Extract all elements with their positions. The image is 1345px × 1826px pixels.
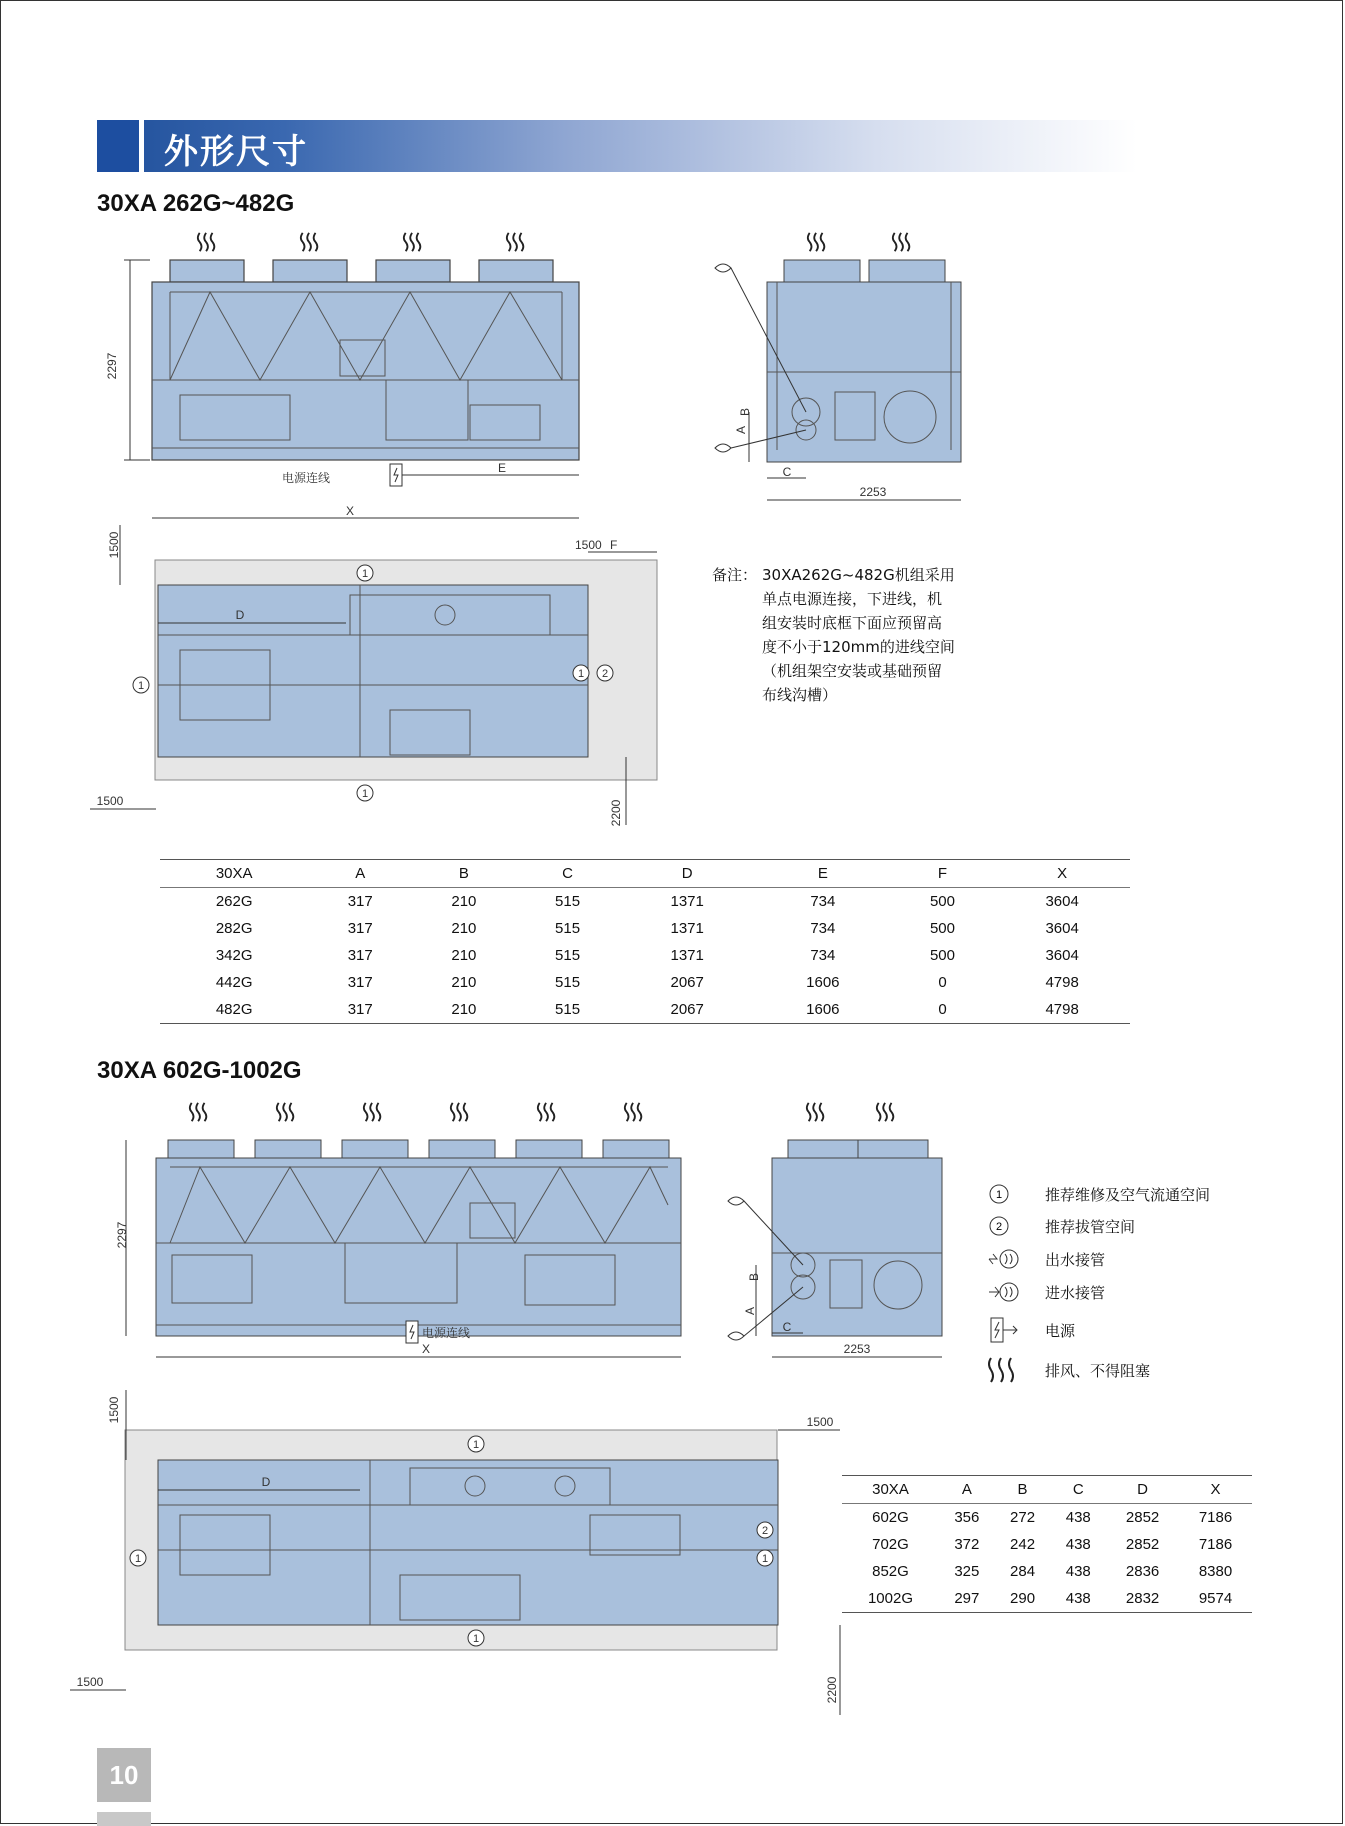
table-header: B xyxy=(995,1476,1051,1504)
b-dim: B xyxy=(738,407,752,416)
exhaust-icon xyxy=(985,1356,1029,1384)
circle-1-icon xyxy=(985,1180,1029,1208)
a-dim: A xyxy=(734,425,748,434)
unit-plan xyxy=(158,1460,778,1625)
page-title: 外形尺寸 xyxy=(164,132,308,172)
svg-text:2: 2 xyxy=(601,668,609,680)
bottom-clearance-dim: 2200 xyxy=(609,799,623,827)
svg-text:1: 1 xyxy=(134,1553,142,1565)
power-label: 电源连线 xyxy=(422,1326,471,1340)
table-row: 702G 372 242 438 2852 7186 xyxy=(872,1536,1233,1553)
note-label: 备注： xyxy=(712,566,758,584)
exhaust-icon xyxy=(190,1103,641,1121)
note-line: 度不小于120mm的进线空间 xyxy=(762,638,955,656)
note-line: 30XA262G~482G机组采用 xyxy=(762,566,955,584)
table-header: C xyxy=(516,860,620,888)
legend-item xyxy=(985,1278,1285,1306)
note-line: 单点电源连接，下进线，机 xyxy=(762,590,943,608)
legend-label: 电源 xyxy=(1045,1322,1076,1340)
table-header: F xyxy=(891,860,995,888)
left-clearance-dim: 1500 xyxy=(96,794,124,808)
legend-label: 进水接管 xyxy=(1045,1284,1106,1302)
svg-text:1: 1 xyxy=(995,1189,1003,1201)
table-row: 482G 317 210 515 2067 1606 0 4798 xyxy=(160,996,1130,1024)
water-inlet-icon xyxy=(985,1278,1029,1306)
header-separator xyxy=(139,120,144,172)
exhaust-icon xyxy=(807,1103,894,1121)
power-icon xyxy=(985,1316,1029,1344)
table-header: X xyxy=(1179,1476,1252,1504)
section-1-plan-view xyxy=(90,525,650,845)
table-row: 282G 317 210 515 1371 734 500 3604 xyxy=(215,920,1079,937)
section-1-front-view xyxy=(105,220,590,530)
legend-label: 排风、不得阻塞 xyxy=(1045,1362,1151,1380)
table-header: X xyxy=(994,860,1130,888)
svg-text:1: 1 xyxy=(472,1439,480,1451)
table-header: E xyxy=(755,860,891,888)
depth-dim: 2253 xyxy=(859,485,887,499)
legend-label: 推荐拔管空间 xyxy=(1045,1218,1136,1236)
table-header: B xyxy=(412,860,516,888)
circle-2-icon xyxy=(985,1212,1029,1240)
table-row: 262G 317 210 515 1371 734 500 3604 xyxy=(215,893,1079,910)
table-row: 602G 356 272 438 2852 7186 xyxy=(872,1509,1233,1526)
svg-text:2: 2 xyxy=(995,1221,1003,1233)
section-2-side-view xyxy=(720,1095,950,1365)
svg-text:1: 1 xyxy=(472,1633,480,1645)
x-dim: X xyxy=(345,504,355,518)
table-header: D xyxy=(1106,1476,1179,1504)
section-2-title: 30XA 602G-1002G xyxy=(97,1057,302,1084)
b-dim: B xyxy=(747,1272,761,1281)
legend-item xyxy=(985,1212,1285,1240)
svg-text:1: 1 xyxy=(361,568,369,580)
legend-label: 推荐维修及空气流通空间 xyxy=(1045,1186,1211,1204)
section-2-dimension-table xyxy=(842,1475,1252,1613)
table-header: A xyxy=(308,860,412,888)
unit-body xyxy=(152,260,579,460)
d-dim: D xyxy=(235,608,245,622)
f-dim: F xyxy=(610,538,618,552)
right-clearance-dim: 1500 xyxy=(806,1415,834,1429)
header-accent-block xyxy=(97,120,139,172)
table-header-row xyxy=(160,860,1130,888)
table-row: 852G 325 284 438 2836 8380 xyxy=(872,1563,1233,1580)
svg-text:1: 1 xyxy=(761,1553,769,1565)
right-clearance-dim: 1500 xyxy=(575,538,602,552)
c-dim: C xyxy=(782,1320,792,1334)
exhaust-icon xyxy=(198,233,524,251)
svg-text:1: 1 xyxy=(361,788,369,800)
table-header-row xyxy=(842,1476,1252,1504)
power-label: 电源连线 xyxy=(281,471,330,485)
table-header: 30XA xyxy=(842,1476,939,1504)
section-2-front-view xyxy=(110,1095,690,1370)
section-1-side-view xyxy=(705,220,965,510)
legend-item xyxy=(985,1180,1285,1208)
svg-text:1: 1 xyxy=(137,680,145,692)
legend-item xyxy=(985,1245,1285,1273)
note-line: 布线沟槽） xyxy=(762,686,838,704)
depth-dim: 2253 xyxy=(843,1342,871,1356)
top-clearance-dim: 1500 xyxy=(107,531,121,559)
unit-plan xyxy=(158,585,588,757)
a-dim: A xyxy=(743,1306,757,1315)
page-number-tab xyxy=(97,1812,151,1826)
top-clearance-dim: 1500 xyxy=(107,1396,121,1424)
table-header: A xyxy=(939,1476,995,1504)
height-dim: 2297 xyxy=(115,1221,129,1249)
section-1-dimension-table xyxy=(160,859,1130,1024)
table-row: 442G 317 210 515 2067 1606 0 4798 xyxy=(215,974,1079,991)
section-2-plan-view xyxy=(70,1390,860,1730)
water-outlet-icon xyxy=(985,1245,1029,1273)
legend-item xyxy=(985,1356,1285,1384)
d-dim: D xyxy=(261,1475,271,1489)
table-header: D xyxy=(619,860,755,888)
section-1-title: 30XA 262G~482G xyxy=(97,190,295,217)
legend-label: 出水接管 xyxy=(1045,1251,1106,1269)
legend-item xyxy=(985,1316,1285,1344)
table-header: C xyxy=(1050,1476,1106,1504)
height-dim: 2297 xyxy=(105,352,119,380)
svg-text:2: 2 xyxy=(761,1525,769,1537)
note-line: 组安装时底框下面应预留高 xyxy=(762,614,943,632)
svg-text:1: 1 xyxy=(577,668,585,680)
exhaust-icon xyxy=(808,233,910,251)
table-header: 30XA xyxy=(160,860,308,888)
e-dim: E xyxy=(497,461,507,475)
x-dim: X xyxy=(421,1342,431,1356)
table-row: 342G 317 210 515 1371 734 500 3604 xyxy=(215,947,1079,964)
bottom-clearance-dim: 2200 xyxy=(825,1676,839,1704)
left-clearance-dim: 1500 xyxy=(76,1675,104,1689)
note-line: （机组架空安装或基础预留 xyxy=(762,662,943,680)
table-row: 1002G 297 290 438 2832 9574 xyxy=(842,1585,1252,1613)
c-dim: C xyxy=(782,465,792,479)
page-number: 10 xyxy=(97,1748,151,1802)
